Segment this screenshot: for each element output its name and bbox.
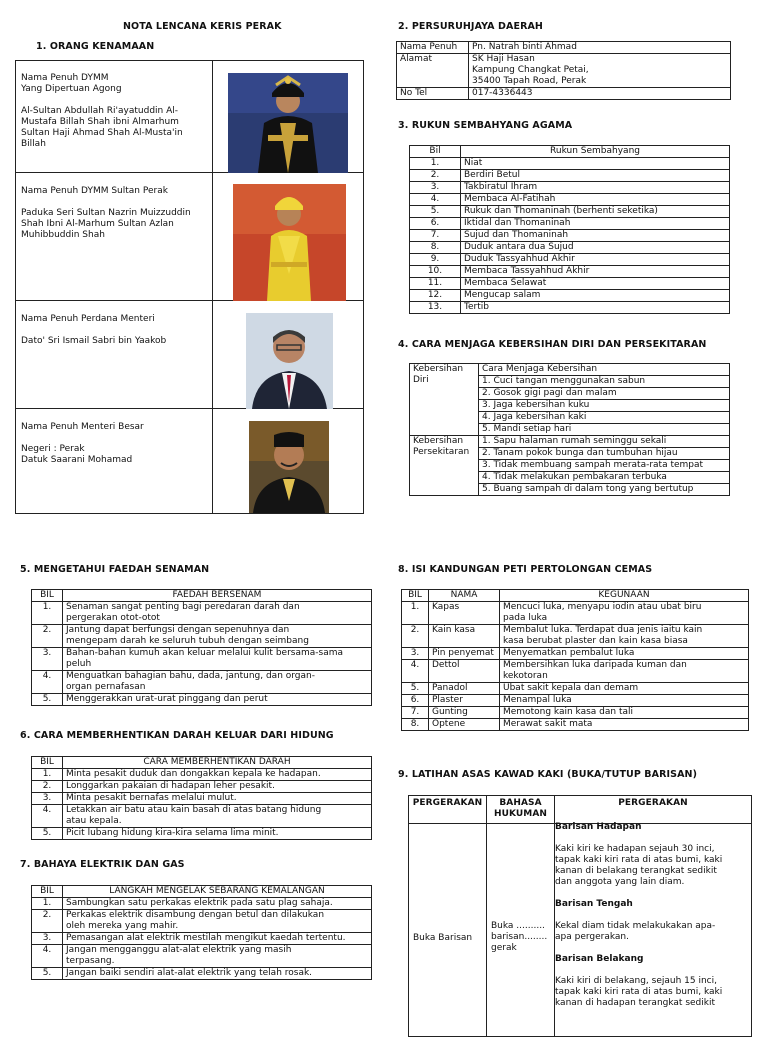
table-header: Bil Rukun Sembahyang	[410, 146, 730, 158]
table-row: 12. Mengucap salam	[410, 290, 730, 302]
table-row: 5. Picit lubang hidung kira-kira selama lima minit.	[32, 828, 372, 840]
table-row: 5. Mandi setiap hari	[410, 424, 730, 436]
table-header: BIL FAEDAH BERSENAM	[32, 590, 372, 602]
section-4-heading: 4. CARA MENJAGA KEBERSIHAN DIRI DAN PERSEKITARAN	[398, 339, 707, 350]
table-row: 3. Minta pesakit bernafas melalui mulut.	[32, 793, 372, 805]
table-row: Nama Penuh Pn. Natrah binti Ahmad	[397, 42, 731, 54]
dignitary-1-text: Nama Penuh DYMM Yang Dipertuan Agong Al-Sultan Abdullah Ri'ayatuddin Al- Mustafa Billah Shah ibni Almarhum Sultan Haji Ahmad Shah Al-Musta'in Billah	[21, 73, 183, 149]
drill-col-movement: PERGERAKAN	[412, 798, 483, 808]
first-aid-table	[401, 589, 749, 731]
section-7-heading: 7. BAHAYA ELEKTRIK DAN GAS	[20, 859, 185, 870]
table-row: Kebersihan Diri Cara Menjaga Kebersihan	[410, 364, 730, 376]
table-row: 7. Sujud dan Thomaninah	[410, 230, 730, 242]
exercise-benefits-table	[31, 589, 372, 706]
table-row: 10. Membaca Tassyahhud Akhir	[410, 266, 730, 278]
table-row: 1. Minta pesakit duduk dan dongakkan kepala ke hadapan.	[32, 769, 372, 781]
table-row: 3. Pin penyemat Menyematkan pembalut luka	[402, 648, 749, 660]
commissioner-table	[396, 41, 731, 100]
hygiene-group-label: Kebersihan Persekitaran	[410, 436, 479, 496]
table-row: 4. Menguatkan bahagian bahu, dada, jantung, dan organ- organ pernafasan	[32, 671, 372, 694]
table-row: 1. Niat	[410, 158, 730, 170]
table-row: 2. Tanam pokok bunga dan tumbuhan hijau	[410, 448, 730, 460]
table-row: 5. Buang sampah di dalam tong yang bertutup	[410, 484, 730, 496]
table-row: 2. Kain kasa Membalut luka. Terdapat dua jenis iaitu kain kasa berubat plaster dan kain kasa biasa	[402, 625, 749, 648]
drill-col-movement-desc: PERGERAKAN	[618, 798, 688, 808]
table-row: 13. Tertib	[410, 302, 730, 314]
nosebleed-table	[31, 756, 372, 840]
table-row: 4. Jaga kebersihan kaki	[410, 412, 730, 424]
dignitary-2-text: Nama Penuh DYMM Sultan Perak Paduka Seri Sultan Nazrin Muizzuddin Shah Ibni Al-Marhum Sultan Azlan Muhibbuddin Shah	[21, 186, 191, 240]
portrait-mb-icon	[249, 421, 329, 513]
portrait-pm-icon	[246, 313, 333, 409]
section-3-heading: 3. RUKUN SEMBAHYANG AGAMA	[398, 120, 573, 131]
table-row: 3. Jaga kebersihan kuku	[410, 400, 730, 412]
table-header: BIL CARA MEMBERHENTIKAN DARAH	[32, 757, 372, 769]
table-row: 4. Letakkan air batu atau kain basah di atas batang hidung atau kepala.	[32, 805, 372, 828]
table-row: 4. Membaca Al-Fatihah	[410, 194, 730, 206]
table-row: 5. Panadol Ubat sakit kepala dan demam	[402, 683, 749, 695]
portrait-sultan-icon	[233, 184, 346, 301]
drill-table	[408, 795, 752, 1037]
prayer-pillars-table	[409, 145, 730, 314]
table-row: 2. Berdiri Betul	[410, 170, 730, 182]
drill-col-command: BAHASA HUKUMAN	[493, 798, 548, 819]
table-row: 11. Membaca Selawat	[410, 278, 730, 290]
table-header: BIL NAMA KEGUNAAN	[402, 590, 749, 602]
table-row: 8. Optene Merawat sakit mata	[402, 719, 749, 731]
table-row: 1. Senaman sangat penting bagi peredaran darah dan pergerakan otot-otot	[32, 602, 372, 625]
document-title: NOTA LENCANA KERIS PERAK	[123, 21, 282, 32]
section-9-heading: 9. LATIHAN ASAS KAWAD KAKI (BUKA/TUTUP BARISAN)	[398, 769, 698, 780]
table-row: 7. Gunting Memotong kain kasa dan tali	[402, 707, 749, 719]
table-row: 2. Longgarkan pakaian di hadapan leher pesakit.	[32, 781, 372, 793]
dignitary-4-text: Nama Penuh Menteri Besar Negeri : Perak Datuk Saarani Mohamad	[21, 422, 144, 465]
section-8-heading: 8. ISI KANDUNGAN PETI PERTOLONGAN CEMAS	[398, 564, 653, 575]
electric-safety-table	[31, 885, 372, 980]
drill-descriptions: Barisan Hadapan Kaki kiri ke hadapan sejauh 30 inci, tapak kaki kiri rata di atas bumi, kaki kanan di belakang terangkat sedikit dan anggota yang lain diam. Barisan Tengah Kekal diam tidak melakukakan apa- apa pergerakan. Barisan Belakang Kaki kiri di belakang, sejauh 15 inci, tapak kaki kiri rata di atas bumi, kaki kanan di hadapan terangkat sedikit	[555, 822, 723, 1008]
dignitaries-table	[15, 60, 364, 514]
section-2-heading: 2. PERSURUHJAYA DAERAH	[398, 21, 543, 32]
table-row: 4. Dettol Membersihkan luka daripada kuman dan kekotoran	[402, 660, 749, 683]
table-row: Alamat SK Haji Hasan Kampung Changkat Petai, 35400 Tapah Road, Perak	[397, 54, 731, 88]
table-row: 3. Tidak membuang sampah merata-rata tempat	[410, 460, 730, 472]
table-row: 3. Takbiratul Ihram	[410, 182, 730, 194]
table-row: 9. Duduk Tassyahhud Akhir	[410, 254, 730, 266]
table-row: 1. Kapas Mencuci luka, menyapu iodin atau ubat biru pada luka	[402, 602, 749, 625]
drill-movement-name: Buka Barisan	[413, 933, 473, 943]
table-row: 2. Perkakas elektrik disambung dengan betul dan dilakukan oleh mereka yang mahir.	[32, 910, 372, 933]
table-row: 4. Jangan mengganggu alat-alat elektrik yang masih terpasang.	[32, 945, 372, 968]
table-row: 2. Jantung dapat berfungsi dengan sepenuhnya dan mengepam darah ke seluruh tubuh dengan seimbang	[32, 625, 372, 648]
table-row: 5. Menggerakkan urat-urat pinggang dan perut	[32, 694, 372, 706]
table-header: BIL LANGKAH MENGELAK SEBARANG KEMALANGAN	[32, 886, 372, 898]
table-row: 5. Jangan baiki sendiri alat-alat elektrik yang telah rosak.	[32, 968, 372, 980]
table-row: 2. Gosok gigi pagi dan malam	[410, 388, 730, 400]
section-6-heading: 6. CARA MEMBERHENTIKAN DARAH KELUAR DARI HIDUNG	[20, 730, 334, 741]
hygiene-table	[409, 363, 730, 496]
hygiene-group-label: Kebersihan Diri	[410, 364, 479, 436]
table-row: No Tel 017-4336443	[397, 88, 731, 100]
drill-command: Buka .......... barisan........ gerak	[491, 921, 548, 953]
section-5-heading: 5. MENGETAHUI FAEDAH SENAMAN	[20, 564, 210, 575]
section-1-heading: 1. ORANG KENAMAAN	[36, 41, 155, 52]
table-row: Kebersihan Persekitaran 1. Sapu halaman rumah seminggu sekali	[410, 436, 730, 448]
table-row: 1. Sambungkan satu perkakas elektrik pada satu plag sahaja.	[32, 898, 372, 910]
table-row: 8. Duduk antara dua Sujud	[410, 242, 730, 254]
dignitary-3-text: Nama Penuh Perdana Menteri Dato' Sri Ismail Sabri bin Yaakob	[21, 314, 167, 346]
portrait-king-icon	[228, 73, 348, 173]
table-row: 3. Bahan-bahan kumuh akan keluar melalui kulit bersama-sama peluh	[32, 648, 372, 671]
table-row: 5. Rukuk dan Thomaninah (berhenti seketika)	[410, 206, 730, 218]
table-row: 6. Plaster Menampal luka	[402, 695, 749, 707]
table-row: 6. Iktidal dan Thomaninah	[410, 218, 730, 230]
table-row: 3. Pemasangan alat elektrik mestilah mengikut kaedah tertentu.	[32, 933, 372, 945]
table-row: 1. Cuci tangan menggunakan sabun	[410, 376, 730, 388]
table-row: 4. Tidak melakukan pembakaran terbuka	[410, 472, 730, 484]
